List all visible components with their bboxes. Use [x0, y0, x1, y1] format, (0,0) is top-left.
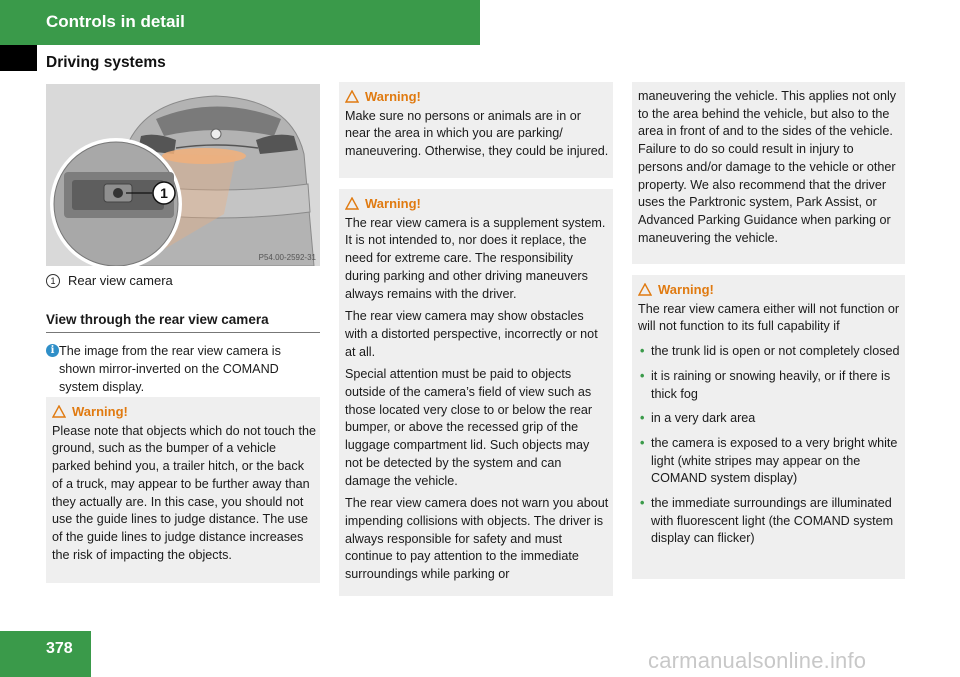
figure-code: P54.00-2592-31 [258, 253, 316, 262]
caption-text: Rear view camera [68, 273, 173, 288]
warning-intro: The rear view camera either will not function or will not function to its full capability if [638, 301, 900, 334]
chapter-title: Controls in detail [46, 12, 185, 31]
list-item: • the camera is exposed to a very bright white light (white stripes may appear on the COMAND system display) [640, 435, 898, 486]
info-note-text: The image from the rear view camera is shown mirror-inverted on the COMAND system display. [59, 344, 281, 394]
warning-box-conditions [632, 275, 905, 579]
list-item: • the trunk lid is open or not completely closed [640, 344, 900, 359]
figure-caption [46, 273, 173, 288]
section-title: Driving systems [46, 54, 166, 71]
warning-paragraph: The rear view camera is a supplement system. It is not intended to, nor does it replace, the need for extreme care. The responsibility during parking and other driving maneuvers always remains with the driver. [345, 215, 606, 301]
figure-callout-1: 1 [160, 185, 168, 201]
caption-number: 1 [46, 274, 60, 288]
warning-paragraph: The rear view camera may show obstacles with a distorted perspective, incorrectly or not at all. [345, 309, 598, 359]
warning-triangle-icon [638, 283, 652, 296]
warning-heading: Warning! [638, 281, 901, 299]
section-tab-marker [0, 45, 37, 71]
warning-triangle-icon [52, 405, 66, 418]
warning-continuation-box [632, 82, 905, 264]
condition-list [638, 343, 901, 548]
info-icon: i [46, 344, 59, 357]
warning-heading: Warning! [345, 88, 609, 106]
warning-triangle-icon [345, 197, 359, 210]
warning-box-supplement [339, 189, 613, 596]
watermark: carmanualsonline.info [648, 648, 867, 673]
list-item: • in a very dark area [640, 411, 756, 426]
list-item: • the immediate surroundings are illuminated with fluorescent light (the COMAND system display can flicker) [640, 496, 894, 546]
warning-heading: Warning! [52, 403, 316, 421]
rear-camera-figure [46, 84, 320, 266]
warning-paragraph: The rear view camera does not warn you about impending collisions with objects. The driver is always responsible for safety and must continue to pay attention to the immediate surroundings while parking or [345, 496, 609, 582]
warning-text: Make sure no persons or animals are in or near the area in which you are parking/ maneuvering. Otherwise, they could be injured. [345, 108, 609, 159]
info-note [46, 342, 320, 396]
warning-triangle-icon [345, 90, 359, 103]
warning-box-guide-lines [46, 397, 320, 583]
list-item: • it is raining or snowing heavily, or if there is thick fog [640, 368, 891, 401]
page-number: 378 [46, 640, 73, 657]
warning-text: Please note that objects which do not touch the ground, such as the bumper of a vehicle parked behind you, a trailer hitch, or the back of a truck, may appear to be further away than they actually are. In this case, you should not use the guide lines to judge distance. The use of the guide lines to judge distance increases the risk of impacting the objects. [52, 423, 316, 562]
warning-box-persons [339, 82, 613, 178]
warning-continuation-text: maneuvering the vehicle. This applies not only to the area behind the vehicle, but also to the area in front of and to the sides of the vehicle. Failure to do so could result in injury to persons and/or damage to the vehicle or other property. We also recommend that the driver uses the Parktronic system, Park Assist, or Advanced Parking Guidance when parking or maneuvering the vehicle. [638, 89, 897, 245]
subheading: View through the rear view camera [46, 312, 320, 333]
warning-heading: Warning! [345, 195, 609, 213]
car-rear-illustration [46, 84, 320, 266]
warning-paragraph: Special attention must be paid to objects outside of the camera’s field of view such as those located very close to or below the rear bumper, or above the recessed grip of the luggage compartment lid. Such objects may not be detected by the system and can damage the vehicle. [345, 367, 593, 488]
